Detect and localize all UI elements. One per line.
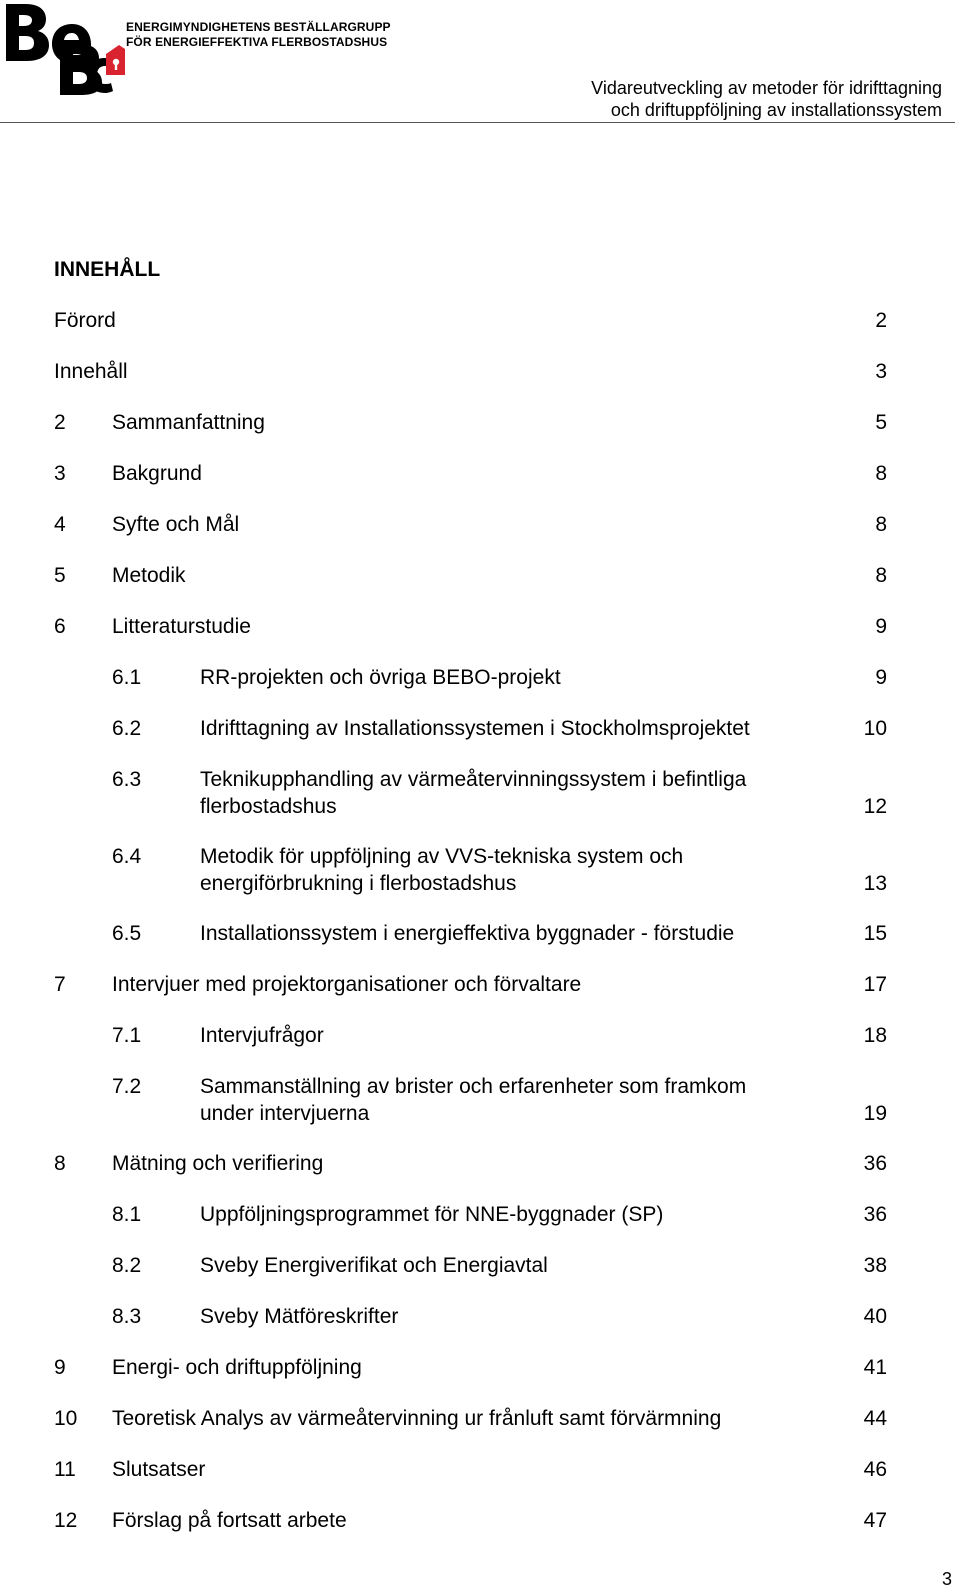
toc-entry-number: 8.1 [112, 1203, 142, 1226]
toc-entry-title-line: Intervjufrågor [200, 1024, 324, 1047]
toc-entry-page: 17 [863, 973, 887, 996]
toc-entry-page: 8 [875, 564, 887, 587]
toc-entry-page: 36 [863, 1152, 887, 1175]
toc-entry-title-line: Idrifttagning av Installationssystemen i Stockholmsprojektet [200, 717, 750, 740]
toc-entry-title-line: Installationssystem i energieffektiva byggnader - förstudie [200, 922, 735, 945]
toc-heading: INNEHÅLL [54, 258, 161, 281]
toc-entry-title [200, 715, 750, 742]
document-title-line-1: Vidareutveckling av metoder för idrifttagning [591, 78, 942, 98]
toc-entry[interactable] [0, 409, 960, 436]
toc-entry-page: 2 [875, 309, 887, 332]
toc-entry-number: 6.1 [112, 666, 142, 689]
toc-entry-number: 7 [54, 973, 66, 996]
toc-entry-title-line: Metodik [112, 564, 186, 587]
toc-entry-number: 6 [54, 615, 66, 638]
toc-entry-title-line: RR-projekten och övriga BEBO-projekt [200, 666, 561, 689]
toc-entry-number: 4 [54, 513, 66, 536]
toc-entry-page: 9 [875, 666, 887, 689]
toc-entry-number: 2 [54, 411, 66, 434]
toc-entry-title [112, 460, 202, 487]
toc-entry-title-line: Sveby Energiverifikat och Energiavtal [200, 1254, 548, 1277]
toc-entry-page: 8 [875, 462, 887, 485]
toc-entry[interactable] [0, 358, 960, 385]
toc-entry[interactable] [0, 1303, 960, 1330]
toc-entry-page: 9 [875, 615, 887, 638]
toc-entry-title [200, 1252, 548, 1279]
toc-entry[interactable] [0, 971, 960, 998]
toc-entry-page: 38 [863, 1254, 887, 1277]
toc-entry-title-line: Litteraturstudie [112, 615, 251, 638]
toc-entry-title [112, 1354, 362, 1381]
document-title [522, 77, 942, 121]
toc-entry-number: 12 [54, 1509, 78, 1532]
toc-entry-number: 9 [54, 1356, 66, 1379]
toc-entry[interactable] [0, 307, 960, 334]
toc-entry-title [200, 766, 746, 820]
toc-entry[interactable] [0, 843, 960, 897]
toc-entry-number: 6.2 [112, 717, 142, 740]
bebo-logo [2, 0, 128, 96]
toc-entry-title-line: Syfte och Mål [112, 513, 240, 536]
toc-entry-page: 8 [875, 513, 887, 536]
toc-entry[interactable] [0, 511, 960, 538]
toc-entry[interactable] [0, 920, 960, 947]
toc-entry-title-line: Innehåll [54, 360, 128, 383]
toc-entry-title-line: Förord [54, 309, 116, 332]
toc-entry-page: 10 [863, 717, 887, 740]
page-number: 3 [941, 1569, 952, 1589]
logo-be-mark [6, 4, 91, 64]
toc-entry-page: 41 [863, 1356, 887, 1379]
toc-entry-number: 10 [54, 1407, 78, 1430]
toc-entry-title [112, 971, 581, 998]
toc-entry-page: 46 [863, 1458, 887, 1481]
org-name [126, 20, 391, 50]
toc-entry-page: 18 [863, 1024, 887, 1047]
toc-entry-title [200, 920, 734, 947]
toc-entry-title-line: Sammanställning av brister och erfarenheter som framkom [200, 1075, 747, 1098]
toc-entry-title-line: Uppföljningsprogrammet för NNE-byggnader (SP) [200, 1203, 664, 1226]
toc-entry-page: 47 [863, 1509, 887, 1532]
toc-entry-title-line: Förslag på fortsatt arbete [112, 1509, 347, 1532]
toc-entry-title-line: Energi- och driftuppföljning [112, 1356, 362, 1379]
toc-entry-number: 6.5 [112, 922, 142, 945]
toc-entry-title-line: Mätning och verifiering [112, 1152, 324, 1175]
toc-entry-title-line: energiförbrukning i flerbostadshus [200, 872, 517, 895]
toc-entry-title [200, 1022, 324, 1049]
toc-entry-number: 11 [54, 1458, 76, 1481]
toc-entry[interactable] [0, 715, 960, 742]
toc-entry[interactable] [0, 1201, 960, 1228]
toc-entry-page: 5 [875, 411, 887, 434]
toc-entry-title [54, 358, 128, 385]
toc-entry-title [200, 843, 683, 897]
toc-entry[interactable] [0, 1252, 960, 1279]
toc-entry-title-line: Bakgrund [112, 462, 202, 485]
toc-entry-title [112, 409, 265, 436]
toc-entry-title [200, 1303, 398, 1330]
toc-entry-title [54, 307, 116, 334]
toc-entry-title [200, 1201, 663, 1228]
toc-entry-title [112, 1405, 721, 1432]
toc-entry-title [200, 664, 561, 691]
toc-entry-number: 6.3 [112, 768, 142, 791]
toc-entry-number: 6.4 [112, 845, 142, 868]
toc-entry-title [112, 1150, 323, 1177]
toc-entry-number: 7.1 [112, 1024, 142, 1047]
toc-entry-title-line: Slutsatser [112, 1458, 206, 1481]
toc-entry-title [112, 1456, 205, 1483]
toc-entry[interactable] [0, 1456, 960, 1483]
logo-bo-mark [60, 44, 113, 95]
logo-house-mark [106, 45, 125, 75]
toc-entry-title-line: Teknikupphandling av värmeåtervinningssystem i befintliga [200, 768, 747, 791]
toc-entry-title [112, 1507, 347, 1534]
toc-entry[interactable] [0, 460, 960, 487]
toc-entry[interactable] [0, 664, 960, 691]
toc-entry-title-line: flerbostadshus [200, 795, 337, 818]
toc-entry-number: 5 [54, 564, 66, 587]
toc-entry-title [112, 511, 239, 538]
toc-entry-title-line: Intervjuer med projektorganisationer och förvaltare [112, 973, 582, 996]
org-name-line-2: FÖR ENERGIEFFEKTIVA FLERBOSTADSHUS [126, 35, 388, 49]
toc-entry-page: 19 [863, 1102, 887, 1125]
toc-entry-page: 15 [863, 922, 887, 945]
toc-entry[interactable] [0, 1507, 960, 1534]
toc-entry[interactable] [0, 1405, 960, 1432]
toc-entry-title-line: Sammanfattning [112, 411, 265, 434]
toc-entry-page: 12 [863, 795, 887, 818]
toc-entry-title [112, 562, 186, 589]
toc-entry-title-line: under intervjuerna [200, 1102, 370, 1125]
org-name-line-1: ENERGIMYNDIGHETENS BESTÄLLARGRUPP [126, 20, 391, 34]
toc-entry-number: 8.3 [112, 1305, 142, 1328]
toc-entry[interactable] [0, 1150, 960, 1177]
toc-entry[interactable] [0, 562, 960, 589]
toc-entry[interactable] [0, 1354, 960, 1381]
toc-entry[interactable] [0, 1073, 960, 1127]
toc-entry-title-line: Metodik för uppföljning av VVS-tekniska system och [200, 845, 684, 868]
toc-entry-number: 7.2 [112, 1075, 142, 1098]
toc-entry-page: 36 [863, 1203, 887, 1226]
toc-entry[interactable] [0, 766, 960, 820]
header-rule [0, 122, 955, 123]
toc-entry-number: 8.2 [112, 1254, 142, 1277]
toc-entry-title-line: Teoretisk Analys av värmeåtervinning ur frånluft samt förvärmning [112, 1407, 722, 1430]
toc-entry-number: 8 [54, 1152, 66, 1175]
toc-entry-page: 40 [863, 1305, 887, 1328]
toc-entry-number: 3 [54, 462, 66, 485]
toc-entry-page: 13 [863, 872, 887, 895]
toc-entry-title-line: Sveby Mätföreskrifter [200, 1305, 399, 1328]
toc-entry-title [200, 1073, 746, 1127]
document-title-line-2: och driftuppföljning av installationssystem [610, 100, 942, 120]
toc-entry[interactable] [0, 1022, 960, 1049]
toc-entry[interactable] [0, 613, 960, 640]
toc-entry-page: 3 [875, 360, 887, 383]
toc-entry-title [112, 613, 251, 640]
toc-entry-page: 44 [863, 1407, 887, 1430]
